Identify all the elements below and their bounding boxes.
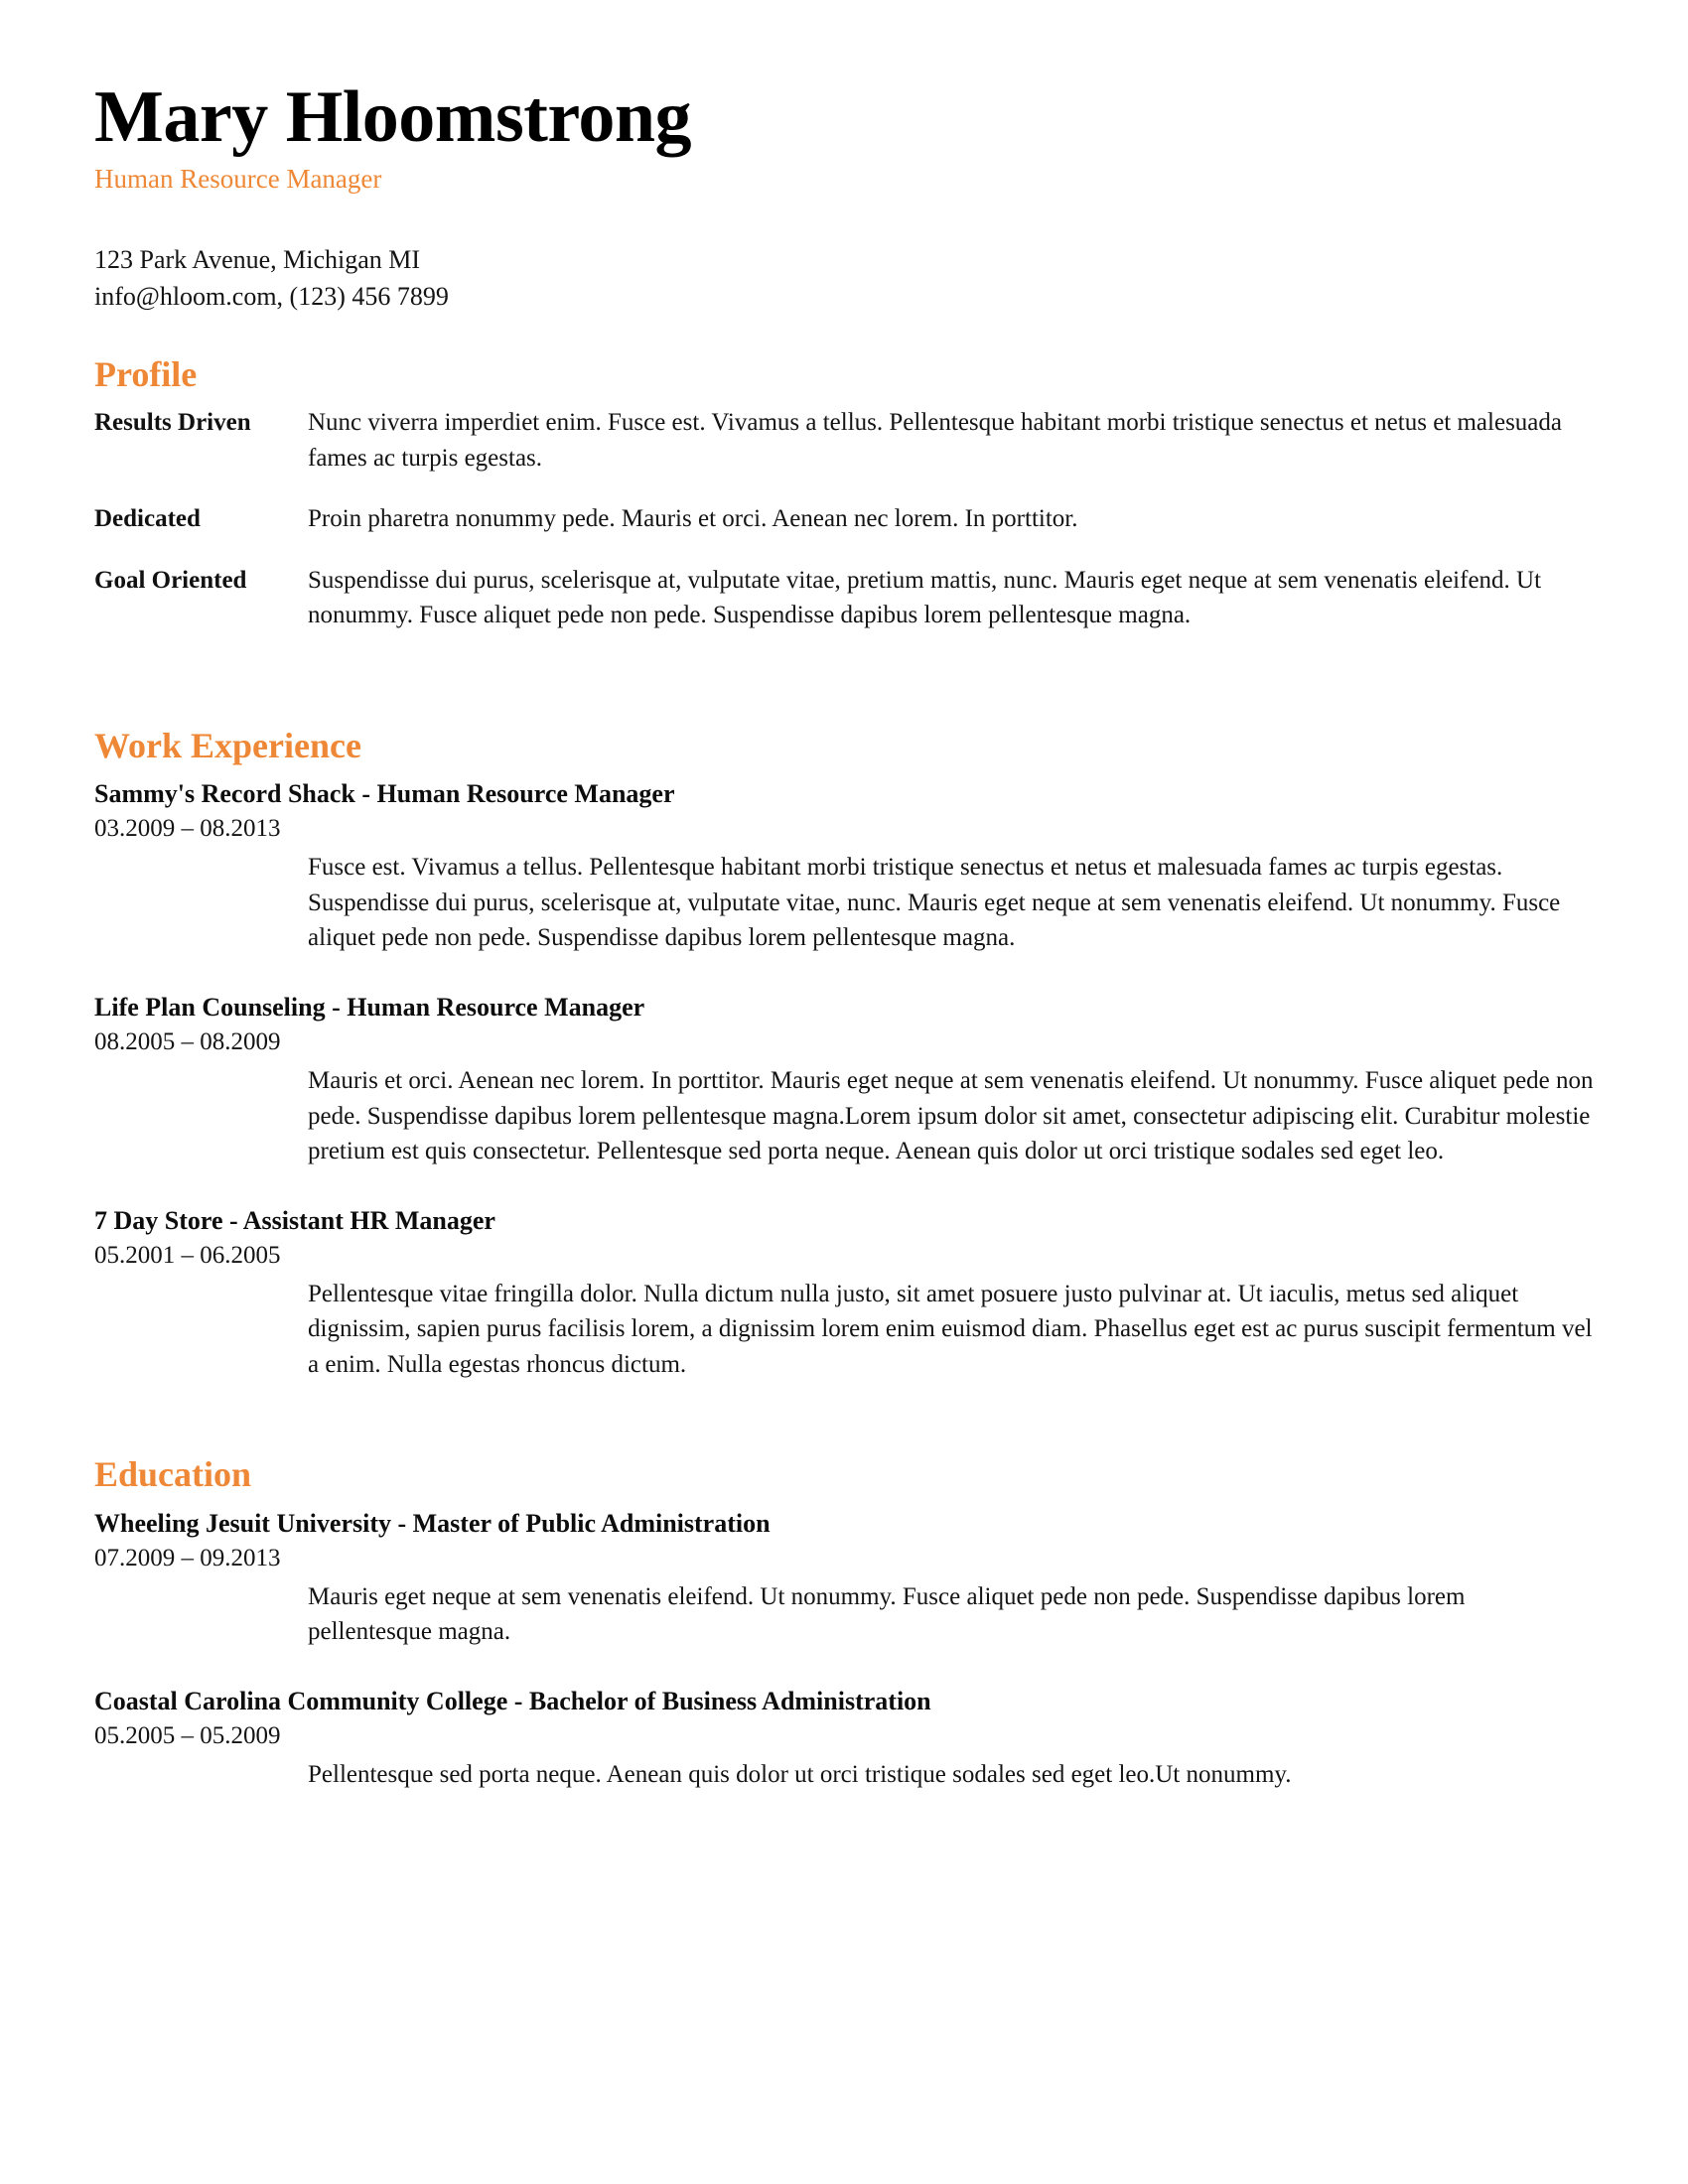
work-entry-description: Mauris et orci. Aenean nec lorem. In porttitor. Mauris eget neque at sem venenatis eleifend. Ut nonummy. Fusce aliquet pede non pede. Suspendisse dapibus lorem pellentesque magna.Lorem ipsum dolor sit amet, consectetur adipiscing elit. Curabitur molestie pretium est quis consectetur. Pellentesque sed porta neque. Aenean quis dolor ut orci tristique sodales sed eget leo. [308, 1067, 1594, 1165]
profile-row [94, 501, 1594, 537]
section-title-work-experience: Work Experience [94, 725, 361, 765]
profile-row [94, 563, 1594, 633]
work-entry-dates: 03.2009 – 08.2013 [94, 815, 281, 843]
profile-row [94, 405, 1594, 476]
work-entry-title: Sammy's Record Shack - Human Resource Manager [94, 779, 675, 809]
profile-text: Proin pharetra nonummy pede. Mauris et orci. Aenean nec lorem. In porttitor. [308, 505, 1078, 533]
section-title-profile: Profile [94, 353, 198, 394]
resume-header [94, 76, 1594, 316]
education-entry-description: Pellentesque sed porta neque. Aenean quis dolor ut orci tristique sodales sed eget leo.Ut nonummy. [308, 1760, 1292, 1788]
section-education [94, 1453, 1594, 1792]
work-entry-title: Life Plan Counseling - Human Resource Manager [94, 992, 645, 1022]
section-work-experience [94, 725, 1594, 1382]
candidate-job-title: Human Resource Manager [94, 163, 382, 194]
work-entry [94, 1203, 1594, 1383]
section-title-education: Education [94, 1454, 252, 1495]
contact-email-phone: info@hloom.com, (123) 456 7899 [94, 281, 449, 311]
education-entry-title: Coastal Carolina Community College - Bachelor of Business Administration [94, 1686, 931, 1715]
section-profile [94, 353, 1594, 633]
work-entry-dates: 05.2001 – 06.2005 [94, 1241, 281, 1269]
education-entry-title: Wheeling Jesuit University - Master of Public Administration [94, 1508, 771, 1538]
candidate-name: Mary Hloomstrong [94, 76, 692, 158]
work-entry [94, 776, 1594, 956]
contact-address: 123 Park Avenue, Michigan MI [94, 245, 421, 275]
education-entry-description: Mauris eget neque at sem venenatis eleifend. Ut nonummy. Fusce aliquet pede non pede. Suspendisse dapibus lorem pellentesque magna. [308, 1582, 1466, 1646]
profile-text: Nunc viverra imperdiet enim. Fusce est. Vivamus a tellus. Pellentesque habitant morbi tristique senectus et netus et malesuada fames ac turpis egestas. [308, 409, 1562, 472]
education-entry [94, 1684, 1594, 1793]
profile-label: Dedicated [94, 505, 201, 533]
work-entry-dates: 08.2005 – 08.2009 [94, 1028, 281, 1056]
work-entry [94, 990, 1594, 1169]
profile-text: Suspendisse dui purus, scelerisque at, vulputate vitae, pretium mattis, nunc. Mauris eget neque at sem venenatis eleifend. Ut nonummy. Fusce aliquet pede non pede. Suspendisse dapibus lorem pellentesque magna. [308, 566, 1542, 629]
work-entry-title: 7 Day Store - Assistant HR Manager [94, 1205, 495, 1235]
profile-label: Goal Oriented [94, 566, 247, 594]
education-entry-dates: 05.2005 – 05.2009 [94, 1721, 281, 1749]
work-entry-description: Pellentesque vitae fringilla dolor. Nulla dictum nulla justo, sit amet posuere justo pulvinar at. Ut iaculis, metus sed aliquet dignissim, sapien purus facilisis lorem, a dignissim lorem enim euismod diam. Phasellus eget est ac purus suscipit fermentum vel a enim. Nulla egestas rhoncus dictum. [308, 1280, 1593, 1378]
education-entry [94, 1506, 1594, 1650]
work-entry-description: Fusce est. Vivamus a tellus. Pellentesque habitant morbi tristique senectus et netus et malesuada fames ac turpis egestas. Suspendisse dui purus, scelerisque at, vulputate vitae, nunc. Mauris eget neque at sem venenatis eleifend. Ut nonummy. Fusce aliquet pede non pede. Suspendisse dapibus lorem pellentesque magna. [308, 854, 1561, 952]
profile-label: Results Driven [94, 409, 251, 437]
education-entry-dates: 07.2009 – 09.2013 [94, 1544, 281, 1571]
